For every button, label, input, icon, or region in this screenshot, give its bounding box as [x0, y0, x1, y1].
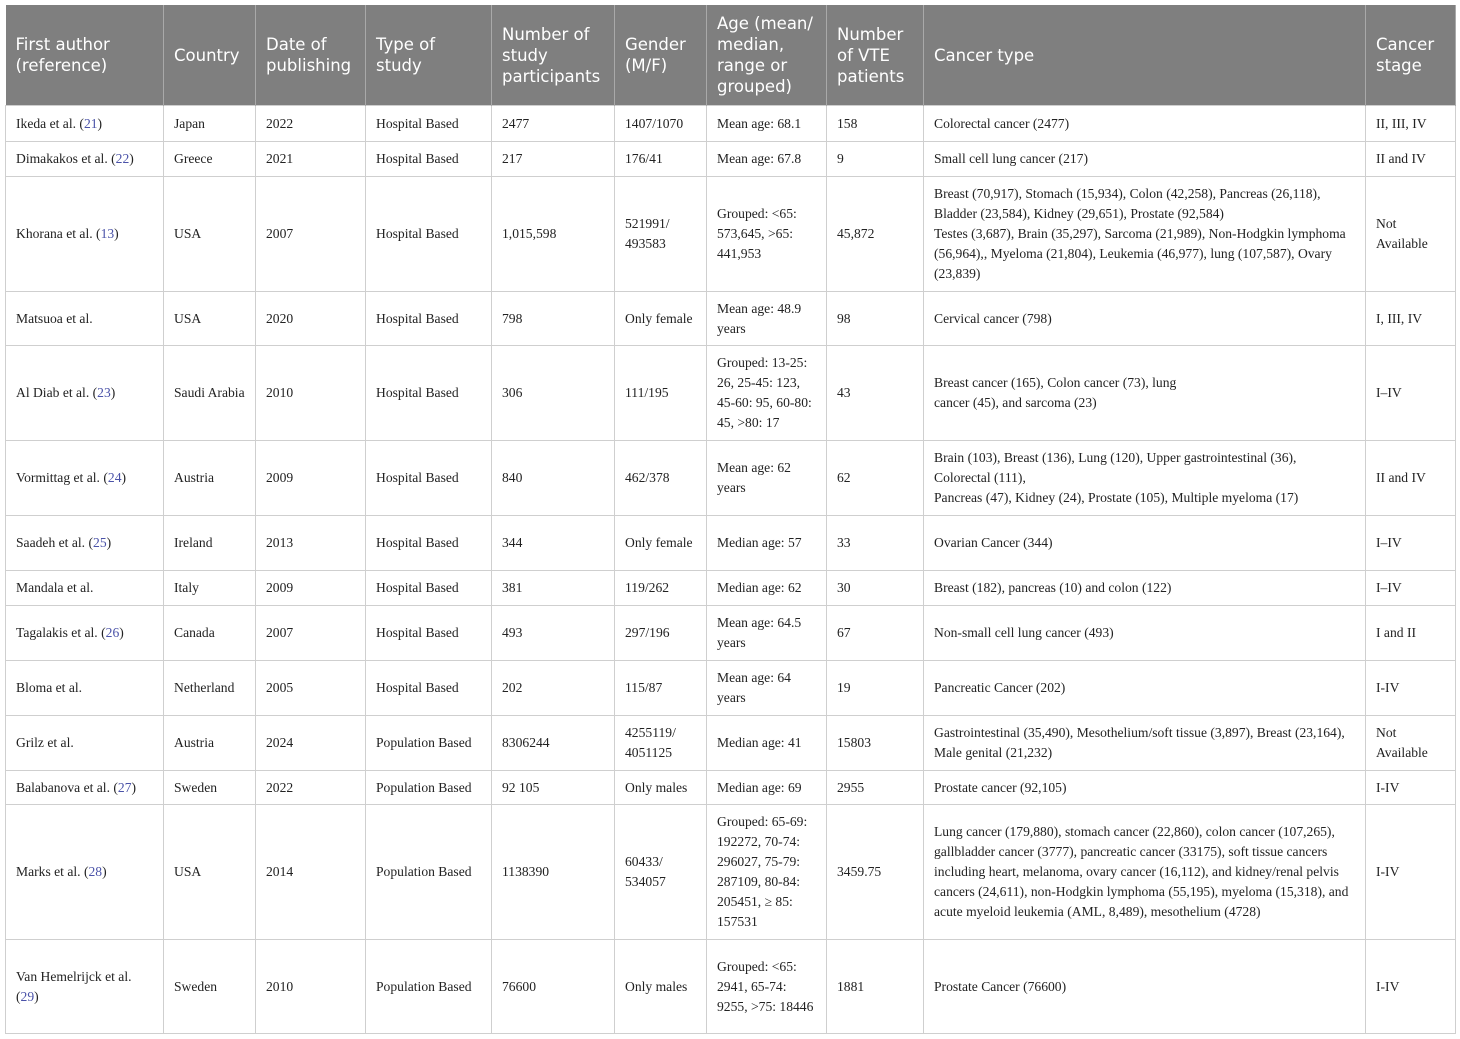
author-name: Al Diab et al.	[16, 385, 90, 400]
cell-cancer-stage: I and II	[1366, 606, 1456, 661]
cell-study-type: Population Based	[366, 940, 492, 1034]
cell-gender: 119/262	[615, 571, 707, 606]
cell-country: Greece	[164, 142, 256, 177]
cell-first-author: Marks et al. (28)	[6, 805, 164, 940]
author-name: Bloma et al.	[16, 680, 83, 695]
author-name: Balabanova et al.	[16, 779, 110, 795]
cell-country: Austria	[164, 441, 256, 516]
table-row	[6, 177, 1456, 292]
cell-vte-patients: 30	[827, 571, 924, 606]
reference-link[interactable]: 27	[117, 779, 132, 795]
header-country: Country	[164, 5, 256, 106]
cell-age: Median age: 69	[707, 771, 827, 805]
cell-participants: 76600	[492, 940, 615, 1034]
cell-vte-patients: 45,872	[827, 177, 924, 292]
reference-link[interactable]: 29	[20, 988, 35, 1004]
cell-first-author: Saadeh et al. (25)	[6, 516, 164, 571]
cell-gender: 111/195	[615, 346, 707, 441]
table-row	[6, 661, 1456, 716]
cell-country: Italy	[164, 571, 256, 606]
cell-vte-patients: 3459.75	[827, 805, 924, 940]
cell-cancer-type: Breast cancer (165), Colon cancer (73), lung cancer (45), and sarcoma (23)	[924, 346, 1366, 441]
cell-first-author: Dimakakos et al. (22)	[6, 142, 164, 177]
cell-first-author	[6, 716, 164, 771]
cell-cancer-stage: II, III, IV	[1366, 106, 1456, 142]
reference-link[interactable]: 28	[88, 864, 103, 879]
author-name: Matsuoa et al.	[16, 310, 93, 326]
cell-cancer-stage: II and IV	[1366, 441, 1456, 516]
cell-study-type: Hospital Based	[366, 571, 492, 606]
cell-participants: 840	[492, 441, 615, 516]
cell-date: 2009	[256, 571, 366, 606]
reference-link[interactable]: 23	[97, 385, 111, 400]
cell-date: 2010	[256, 346, 366, 441]
header-age: Age (mean/ median, range or grouped)	[707, 5, 827, 106]
header-cancer-stage: Cancer stage	[1366, 5, 1456, 106]
header-study-type: Type of study	[366, 5, 492, 106]
cell-cancer-type: Small cell lung cancer (217)	[924, 142, 1366, 177]
cell-first-author	[6, 571, 164, 606]
table-row	[6, 516, 1456, 571]
cell-participants: 1138390	[492, 805, 615, 940]
cell-cancer-type: Pancreatic Cancer (202)	[924, 661, 1366, 716]
cell-cancer-stage: I-IV	[1366, 805, 1456, 940]
cell-vte-patients: 9	[827, 142, 924, 177]
reference-link[interactable]: 21	[83, 115, 98, 131]
author-name: Ikeda et al.	[16, 115, 77, 131]
cell-cancer-type: Brain (103), Breast (136), Lung (120), Upper gastrointestinal (36), Colorectal (111), Pancreas (47), Kidney (24), Prostate (105), Multiple myeloma (17)	[924, 441, 1366, 516]
header-first-author: First author (reference)	[6, 5, 164, 106]
table-row	[6, 716, 1456, 771]
cell-participants: 493	[492, 606, 615, 661]
cell-cancer-type: Breast (182), pancreas (10) and colon (122)	[924, 571, 1366, 606]
cell-first-author: Ikeda et al. (21)	[6, 106, 164, 142]
cell-study-type: Hospital Based	[366, 441, 492, 516]
cell-first-author: Balabanova et al. (27)	[6, 771, 164, 805]
header-participants: Number of study participants	[492, 5, 615, 106]
cell-age: Grouped: <65: 573,645, >65: 441,953	[707, 177, 827, 292]
cell-first-author: Al Diab et al. (23)	[6, 346, 164, 441]
cell-cancer-stage: I-IV	[1366, 661, 1456, 716]
cell-cancer-stage: Not Available	[1366, 177, 1456, 292]
cell-gender: 60433/ 534057	[615, 805, 707, 940]
cell-vte-patients: 1881	[827, 940, 924, 1034]
cell-study-type: Hospital Based	[366, 292, 492, 346]
cell-gender: 1407/1070	[615, 106, 707, 142]
cell-gender: Only female	[615, 292, 707, 346]
cell-study-type: Hospital Based	[366, 346, 492, 441]
cell-date: 2024	[256, 716, 366, 771]
studies-table	[5, 5, 1456, 1034]
cell-date: 2022	[256, 106, 366, 142]
table-row	[6, 940, 1456, 1034]
cell-age: Grouped: <65: 2941, 65-74: 9255, >75: 18446	[707, 940, 827, 1034]
cell-country: USA	[164, 805, 256, 940]
cell-vte-patients: 15803	[827, 716, 924, 771]
cell-date: 2010	[256, 940, 366, 1034]
cell-gender: 176/41	[615, 142, 707, 177]
cell-cancer-type: Colorectal cancer (2477)	[924, 106, 1366, 142]
cell-vte-patients: 98	[827, 292, 924, 346]
cell-cancer-stage: Not Available	[1366, 716, 1456, 771]
cell-participants: 381	[492, 571, 615, 606]
reference-link[interactable]: 26	[105, 625, 120, 640]
table-row	[6, 292, 1456, 346]
cell-cancer-stage: I-IV	[1366, 940, 1456, 1034]
cell-cancer-type: Prostate cancer (92,105)	[924, 771, 1366, 805]
cell-country: Japan	[164, 106, 256, 142]
cell-participants: 2477	[492, 106, 615, 142]
cell-country: Netherland	[164, 661, 256, 716]
cell-cancer-stage: I–IV	[1366, 346, 1456, 441]
cell-first-author	[6, 661, 164, 716]
author-name: Saadeh et al.	[16, 535, 86, 550]
cell-age: Mean age: 62 years	[707, 441, 827, 516]
cell-cancer-type: Ovarian Cancer (344)	[924, 516, 1366, 571]
cell-participants: 217	[492, 142, 615, 177]
cell-first-author: Tagalakis et al. (26)	[6, 606, 164, 661]
cell-study-type: Population Based	[366, 771, 492, 805]
cell-cancer-type: Gastrointestinal (35,490), Mesothelium/soft tissue (3,897), Breast (23,164), Male genital (21,232)	[924, 716, 1366, 771]
cell-country: USA	[164, 177, 256, 292]
cell-participants: 306	[492, 346, 615, 441]
cell-date: 2009	[256, 441, 366, 516]
cell-age: Mean age: 64 years	[707, 661, 827, 716]
cell-gender: 521991/ 493583	[615, 177, 707, 292]
cell-gender: Only males	[615, 940, 707, 1034]
cell-study-type: Hospital Based	[366, 661, 492, 716]
cell-date: 2007	[256, 177, 366, 292]
cell-vte-patients: 33	[827, 516, 924, 571]
cell-cancer-type: Non-small cell lung cancer (493)	[924, 606, 1366, 661]
cell-age: Grouped: 65-69: 192272, 70-74: 296027, 75-79: 287109, 80-84: 205451, ≥ 85: 157531	[707, 805, 827, 940]
header-row	[6, 5, 1456, 106]
cell-gender: 297/196	[615, 606, 707, 661]
cell-participants: 8306244	[492, 716, 615, 771]
cell-participants: 202	[492, 661, 615, 716]
cell-country: Ireland	[164, 516, 256, 571]
cell-vte-patients: 2955	[827, 771, 924, 805]
cell-cancer-type: Prostate Cancer (76600)	[924, 940, 1366, 1034]
reference-link[interactable]: 13	[100, 226, 115, 241]
cell-cancer-type: Breast (70,917), Stomach (15,934), Colon (42,258), Pancreas (26,118), Bladder (23,584), Kidney (29,651), Prostate (92,584) Testes (3,687), Brain (35,297), Sarcoma (21,989), Non-Hodgkin lymphoma (56,964),, Myeloma (21,804), Leukemia (46,977), lung (107,587), Ovary (23,839)	[924, 177, 1366, 292]
author-name: Vormittag et al.	[16, 470, 100, 485]
reference-link[interactable]: 24	[107, 470, 122, 485]
reference-link[interactable]: 25	[93, 535, 107, 550]
author-name: Tagalakis et al.	[16, 625, 98, 640]
cell-country: Saudi Arabia	[164, 346, 256, 441]
cell-vte-patients: 62	[827, 441, 924, 516]
table-row	[6, 142, 1456, 177]
cell-study-type: Population Based	[366, 716, 492, 771]
cell-study-type: Hospital Based	[366, 106, 492, 142]
table-row	[6, 771, 1456, 805]
cell-date: 2021	[256, 142, 366, 177]
cell-age: Mean age: 48.9 years	[707, 292, 827, 346]
cell-vte-patients: 19	[827, 661, 924, 716]
cell-study-type: Hospital Based	[366, 606, 492, 661]
cell-cancer-stage: I–IV	[1366, 571, 1456, 606]
table-row	[6, 805, 1456, 940]
author-name: Van Hemelrijck et al.	[16, 968, 132, 984]
cell-country: Sweden	[164, 771, 256, 805]
header-gender: Gender (M/F)	[615, 5, 707, 106]
cell-participants: 798	[492, 292, 615, 346]
header-date: Date of publishing	[256, 5, 366, 106]
cell-vte-patients: 43	[827, 346, 924, 441]
cell-age: Grouped: 13-25: 26, 25-45: 123, 45-60: 95, 60-80: 45, >80: 17	[707, 346, 827, 441]
cell-date: 2007	[256, 606, 366, 661]
author-name: Dimakakos et al.	[16, 151, 108, 166]
cell-date: 2013	[256, 516, 366, 571]
cell-country: Sweden	[164, 940, 256, 1034]
cell-first-author: Khorana et al. (13)	[6, 177, 164, 292]
cell-gender: Only female	[615, 516, 707, 571]
cell-cancer-stage: II and IV	[1366, 142, 1456, 177]
cell-study-type: Hospital Based	[366, 177, 492, 292]
cell-participants: 344	[492, 516, 615, 571]
cell-gender: 4255119/ 4051125	[615, 716, 707, 771]
table-row	[6, 441, 1456, 516]
cell-study-type: Hospital Based	[366, 516, 492, 571]
table-row	[6, 346, 1456, 441]
cell-date: 2005	[256, 661, 366, 716]
cell-date: 2020	[256, 292, 366, 346]
cell-first-author: Van Hemelrijck et al. (29)	[6, 940, 164, 1034]
cell-first-author	[6, 292, 164, 346]
cell-participants: 1,015,598	[492, 177, 615, 292]
cell-country: Austria	[164, 716, 256, 771]
cell-age: Median age: 62	[707, 571, 827, 606]
cell-age: Median age: 41	[707, 716, 827, 771]
author-name: Mandala et al.	[16, 580, 94, 595]
cell-age: Mean age: 64.5 years	[707, 606, 827, 661]
header-cancer-type: Cancer type	[924, 5, 1366, 106]
cell-country: Canada	[164, 606, 256, 661]
cell-cancer-stage: I–IV	[1366, 516, 1456, 571]
table-row	[6, 106, 1456, 142]
cell-age: Median age: 57	[707, 516, 827, 571]
author-name: Khorana et al.	[16, 226, 93, 241]
cell-cancer-type: Cervical cancer (798)	[924, 292, 1366, 346]
cell-vte-patients: 158	[827, 106, 924, 142]
cell-date: 2022	[256, 771, 366, 805]
cell-first-author: Vormittag et al. (24)	[6, 441, 164, 516]
reference-link[interactable]: 22	[115, 151, 130, 166]
author-name: Marks et al.	[16, 864, 81, 879]
cell-gender: 115/87	[615, 661, 707, 716]
cell-cancer-stage: I-IV	[1366, 771, 1456, 805]
cell-age: Mean age: 68.1	[707, 106, 827, 142]
cell-cancer-stage: I, III, IV	[1366, 292, 1456, 346]
cell-gender: 462/378	[615, 441, 707, 516]
table-row	[6, 571, 1456, 606]
header-vte-patients: Number of VTE patients	[827, 5, 924, 106]
table-row	[6, 606, 1456, 661]
cell-study-type: Population Based	[366, 805, 492, 940]
cell-country: USA	[164, 292, 256, 346]
cell-participants: 92 105	[492, 771, 615, 805]
author-name: Grilz et al.	[16, 735, 74, 750]
cell-cancer-type: Lung cancer (179,880), stomach cancer (22,860), colon cancer (107,265), gallbladder cancer (3777), pancreatic cancer (33175), soft tissue cancers including heart, melanoma, ovary cancer (16,112), and kidney/renal pelvis cancers (24,611), non-Hodgkin lymphoma (55,195), myeloma (15,318), and acute myeloid leukemia (AML, 8,489), mesothelium (4728)	[924, 805, 1366, 940]
cell-gender: Only males	[615, 771, 707, 805]
cell-study-type: Hospital Based	[366, 142, 492, 177]
cell-date: 2014	[256, 805, 366, 940]
cell-vte-patients: 67	[827, 606, 924, 661]
cell-age: Mean age: 67.8	[707, 142, 827, 177]
